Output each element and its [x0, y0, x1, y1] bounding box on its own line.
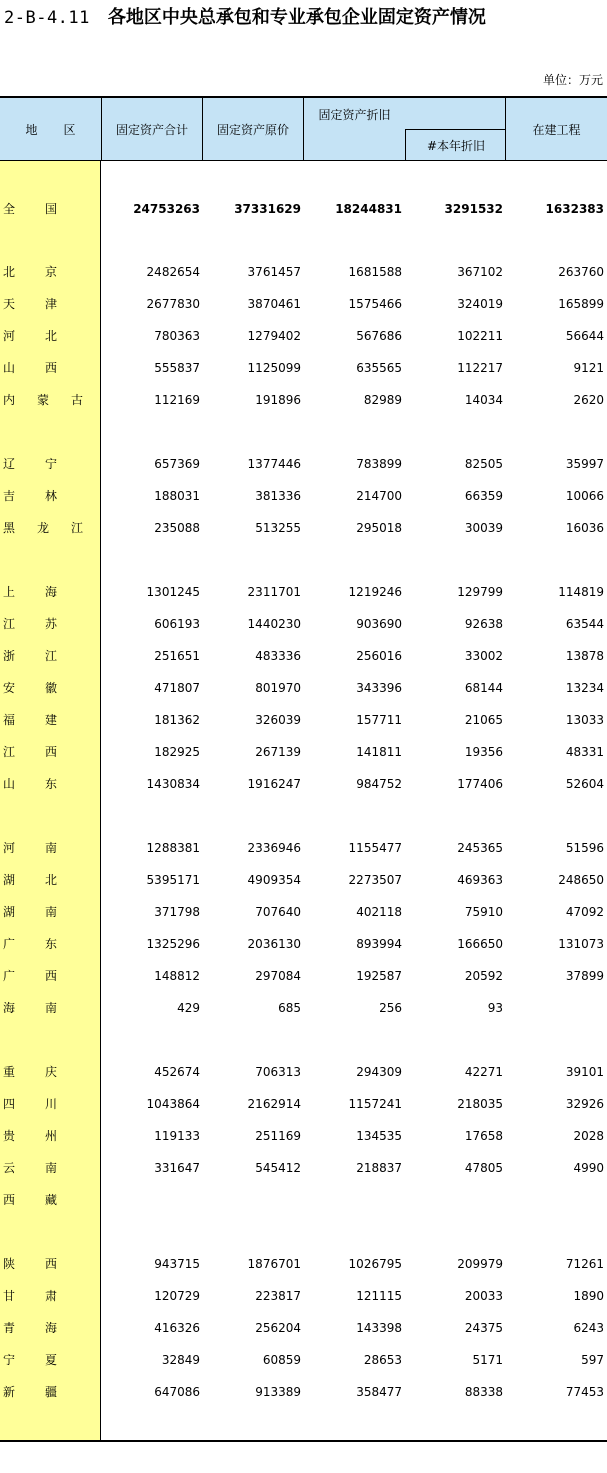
region-name: 吉 林 — [3, 489, 57, 503]
table-row — [0, 640, 607, 672]
region-name: 贵 州 — [3, 1129, 57, 1143]
value-cell: 1325296 — [146, 937, 200, 951]
value-cell: 24375 — [464, 1321, 503, 1335]
value-cell: 295018 — [356, 521, 402, 535]
value-cell: 371798 — [154, 905, 200, 919]
value-cell: 47092 — [565, 905, 604, 919]
value-cell: 471807 — [154, 681, 200, 695]
value-cell — [104, 1184, 200, 1216]
value-cell: 192587 — [356, 969, 402, 983]
value-cell: 66359 — [464, 489, 503, 503]
value-cell: 2482654 — [146, 265, 200, 279]
value-cell: 1043864 — [146, 1097, 200, 1111]
value-cell: 214700 — [356, 489, 402, 503]
region-name: 新 疆 — [3, 1385, 57, 1399]
value-cell: 60859 — [262, 1353, 301, 1367]
value-cell — [205, 1184, 301, 1216]
value-cell: 402118 — [356, 905, 402, 919]
region-name: 天 津 — [3, 297, 57, 311]
value-cell: 121115 — [356, 1289, 402, 1303]
value-cell: 4990 — [573, 1161, 604, 1175]
table-row — [0, 896, 607, 928]
value-cell: 30039 — [464, 521, 503, 535]
value-cell: 2036130 — [247, 937, 301, 951]
value-cell: 801970 — [255, 681, 301, 695]
value-cell: 780363 — [154, 329, 200, 343]
value-cell: 256 — [379, 1001, 402, 1015]
value-cell: 3761457 — [247, 265, 301, 279]
value-cell: 657369 — [154, 457, 200, 471]
value-cell: 343396 — [356, 681, 402, 695]
value-cell: 452674 — [154, 1065, 200, 1079]
value-cell: 2273507 — [348, 873, 402, 887]
value-cell: 88338 — [464, 1385, 503, 1399]
value-cell: 783899 — [356, 457, 402, 471]
value-cell: 129799 — [457, 585, 503, 599]
header-depreciation-year: #本年折旧 — [405, 129, 506, 161]
region-name: 辽 宁 — [3, 457, 57, 471]
value-cell: 1219246 — [348, 585, 402, 599]
value-cell: 13878 — [565, 649, 604, 663]
table-row — [0, 1312, 607, 1344]
value-cell: 635565 — [356, 361, 402, 375]
value-cell: 263760 — [558, 265, 604, 279]
table-row — [0, 832, 607, 864]
table-row — [0, 384, 607, 416]
value-cell: 1575466 — [348, 297, 402, 311]
table-row — [0, 288, 607, 320]
value-cell: 358477 — [356, 1385, 402, 1399]
value-cell: 48331 — [565, 745, 604, 759]
value-cell: 567686 — [356, 329, 402, 343]
value-cell: 267139 — [255, 745, 301, 759]
value-cell: 4909354 — [247, 873, 301, 887]
value-cell: 112217 — [457, 361, 503, 375]
value-cell: 17658 — [464, 1129, 503, 1143]
region-name: 河 南 — [3, 841, 57, 855]
region-name: 四 川 — [3, 1097, 57, 1111]
value-cell: 32926 — [565, 1097, 604, 1111]
table-row — [0, 1056, 607, 1088]
value-cell: 92638 — [464, 617, 503, 631]
header-region: 地 区 — [0, 98, 102, 161]
table-row — [0, 736, 607, 768]
table-row — [0, 768, 607, 800]
value-cell: 5395171 — [146, 873, 200, 887]
value-cell: 469363 — [457, 873, 503, 887]
region-name: 河 北 — [3, 329, 57, 343]
region-name: 湖 南 — [3, 905, 57, 919]
value-cell: 18244831 — [335, 202, 402, 216]
table-row — [0, 672, 607, 704]
value-cell: 597 — [581, 1353, 604, 1367]
value-cell: 20592 — [464, 969, 503, 983]
value-cell — [306, 1184, 402, 1216]
value-cell: 6243 — [573, 1321, 604, 1335]
value-cell: 68144 — [464, 681, 503, 695]
value-cell: 188031 — [154, 489, 200, 503]
value-cell: 37899 — [565, 969, 604, 983]
region-name: 全 国 — [3, 202, 57, 216]
value-cell: 647086 — [154, 1385, 200, 1399]
table-row-total — [0, 193, 607, 225]
table-row — [0, 576, 607, 608]
value-cell: 1430834 — [146, 777, 200, 791]
value-cell: 1026795 — [348, 1257, 402, 1271]
value-cell: 166650 — [457, 937, 503, 951]
value-cell: 120729 — [154, 1289, 200, 1303]
value-cell: 1288381 — [146, 841, 200, 855]
value-cell: 943715 — [154, 1257, 200, 1271]
value-cell: 51596 — [565, 841, 604, 855]
region-name: 北 京 — [3, 265, 57, 279]
value-cell: 63544 — [565, 617, 604, 631]
value-cell: 13234 — [565, 681, 604, 695]
value-cell: 416326 — [154, 1321, 200, 1335]
table-row — [0, 992, 607, 1024]
table-row — [0, 448, 607, 480]
value-cell: 3291532 — [444, 202, 503, 216]
table-row — [0, 352, 607, 384]
value-cell: 2336946 — [247, 841, 301, 855]
value-cell: 182925 — [154, 745, 200, 759]
value-cell: 75910 — [464, 905, 503, 919]
value-cell: 429 — [177, 1001, 200, 1015]
value-cell: 47805 — [464, 1161, 503, 1175]
value-cell: 707640 — [255, 905, 301, 919]
value-cell: 177406 — [457, 777, 503, 791]
value-cell: 102211 — [457, 329, 503, 343]
value-cell: 1157241 — [348, 1097, 402, 1111]
region-name: 广 西 — [3, 969, 57, 983]
table-row — [0, 480, 607, 512]
page-title — [4, 6, 486, 30]
region-name: 江 苏 — [3, 617, 57, 631]
value-cell: 191896 — [255, 393, 301, 407]
value-cell: 209979 — [457, 1257, 503, 1271]
value-cell: 984752 — [356, 777, 402, 791]
value-cell: 14034 — [464, 393, 503, 407]
value-cell: 19356 — [464, 745, 503, 759]
region-name: 内 蒙 古 — [3, 393, 83, 407]
table-row — [0, 1152, 607, 1184]
value-cell: 606193 — [154, 617, 200, 631]
value-cell: 555837 — [154, 361, 200, 375]
region-name: 安 徽 — [3, 681, 57, 695]
region-name: 浙 江 — [3, 649, 57, 663]
region-name: 湖 北 — [3, 873, 57, 887]
value-cell: 20033 — [464, 1289, 503, 1303]
table-row — [0, 1120, 607, 1152]
region-name: 黑 龙 江 — [3, 521, 83, 535]
value-cell: 114819 — [558, 585, 604, 599]
table-code: 2-B-4.11 — [4, 8, 90, 28]
table-bottom-border — [0, 1440, 607, 1442]
value-cell: 297084 — [255, 969, 301, 983]
value-cell: 903690 — [356, 617, 402, 631]
value-cell: 39101 — [565, 1065, 604, 1079]
value-cell: 119133 — [154, 1129, 200, 1143]
region-name: 西 藏 — [3, 1193, 57, 1207]
table-row — [0, 1184, 607, 1216]
value-cell: 1440230 — [247, 617, 301, 631]
table-header — [0, 96, 607, 161]
value-cell: 82989 — [363, 393, 402, 407]
region-name: 山 东 — [3, 777, 57, 791]
value-cell: 513255 — [255, 521, 301, 535]
table-row — [0, 1248, 607, 1280]
value-cell: 1681588 — [348, 265, 402, 279]
value-cell: 218035 — [457, 1097, 503, 1111]
value-cell: 52604 — [565, 777, 604, 791]
header-construction: 在建工程 — [532, 123, 581, 137]
value-cell: 37331629 — [234, 202, 301, 216]
value-cell: 2162914 — [247, 1097, 301, 1111]
value-cell: 157711 — [356, 713, 402, 727]
value-cell: 235088 — [154, 521, 200, 535]
region-name: 重 庆 — [3, 1065, 57, 1079]
value-cell: 16036 — [565, 521, 604, 535]
region-name: 江 西 — [3, 745, 57, 759]
value-cell — [508, 992, 604, 1024]
value-cell: 131073 — [558, 937, 604, 951]
value-cell: 685 — [278, 1001, 301, 1015]
value-cell: 1632383 — [545, 202, 604, 216]
value-cell: 1301245 — [146, 585, 200, 599]
value-cell: 1125099 — [247, 361, 301, 375]
value-cell: 9121 — [573, 361, 604, 375]
value-cell: 324019 — [457, 297, 503, 311]
value-cell: 112169 — [154, 393, 200, 407]
value-cell: 77453 — [565, 1385, 604, 1399]
value-cell: 32849 — [161, 1353, 200, 1367]
value-cell: 21065 — [464, 713, 503, 727]
value-cell: 2311701 — [247, 585, 301, 599]
unit-label: 单位：万元 — [542, 73, 603, 87]
value-cell: 143398 — [356, 1321, 402, 1335]
value-cell: 28653 — [363, 1353, 402, 1367]
table-row — [0, 960, 607, 992]
table-row — [0, 704, 607, 736]
value-cell: 1876701 — [247, 1257, 301, 1271]
value-cell: 1377446 — [247, 457, 301, 471]
table-row — [0, 320, 607, 352]
table-row — [0, 1088, 607, 1120]
value-cell: 251169 — [255, 1129, 301, 1143]
table-row — [0, 864, 607, 896]
value-cell: 134535 — [356, 1129, 402, 1143]
value-cell: 223817 — [255, 1289, 301, 1303]
value-cell: 893994 — [356, 937, 402, 951]
table-row — [0, 1344, 607, 1376]
value-cell: 165899 — [558, 297, 604, 311]
value-cell: 93 — [487, 1001, 503, 1015]
value-cell: 2028 — [573, 1129, 604, 1143]
value-cell: 2620 — [573, 393, 604, 407]
table-row — [0, 608, 607, 640]
value-cell: 245365 — [457, 841, 503, 855]
region-name: 海 南 — [3, 1001, 57, 1015]
value-cell: 248650 — [558, 873, 604, 887]
region-name: 山 西 — [3, 361, 57, 375]
value-cell: 1916247 — [247, 777, 301, 791]
value-cell: 2677830 — [146, 297, 200, 311]
region-name: 广 东 — [3, 937, 57, 951]
value-cell: 1279402 — [247, 329, 301, 343]
value-cell: 82505 — [464, 457, 503, 471]
value-cell: 148812 — [154, 969, 200, 983]
value-cell: 56644 — [565, 329, 604, 343]
value-cell: 251651 — [154, 649, 200, 663]
table-row — [0, 1280, 607, 1312]
value-cell: 483336 — [255, 649, 301, 663]
value-cell: 71261 — [565, 1257, 604, 1271]
value-cell: 181362 — [154, 713, 200, 727]
region-name: 宁 夏 — [3, 1353, 57, 1367]
value-cell: 913389 — [255, 1385, 301, 1399]
region-name: 福 建 — [3, 713, 57, 727]
value-cell: 42271 — [464, 1065, 503, 1079]
value-cell: 35997 — [565, 457, 604, 471]
value-cell: 381336 — [255, 489, 301, 503]
value-cell: 331647 — [154, 1161, 200, 1175]
value-cell: 326039 — [255, 713, 301, 727]
value-cell: 141811 — [356, 745, 402, 759]
value-cell: 706313 — [255, 1065, 301, 1079]
value-cell: 545412 — [255, 1161, 301, 1175]
table-title: 各地区中央总承包和专业承包企业固定资产情况 — [107, 7, 486, 28]
table-row — [0, 256, 607, 288]
value-cell — [508, 1184, 604, 1216]
header-net: 固定资产折旧 — [318, 107, 391, 122]
table-row — [0, 512, 607, 544]
value-cell: 256016 — [356, 649, 402, 663]
value-cell: 367102 — [457, 265, 503, 279]
value-cell: 13033 — [565, 713, 604, 727]
table-row — [0, 1376, 607, 1408]
value-cell: 294309 — [356, 1065, 402, 1079]
region-name: 云 南 — [3, 1161, 57, 1175]
value-cell: 3870461 — [247, 297, 301, 311]
value-cell — [407, 1184, 503, 1216]
value-cell: 256204 — [255, 1321, 301, 1335]
value-cell: 5171 — [472, 1353, 503, 1367]
header-total: 固定资产合计 — [102, 98, 203, 161]
value-cell: 10066 — [565, 489, 604, 503]
header-original: 固定资产原价 — [203, 98, 304, 161]
value-cell: 218837 — [356, 1161, 402, 1175]
table-row — [0, 928, 607, 960]
value-cell: 33002 — [464, 649, 503, 663]
region-name: 青 海 — [3, 1321, 57, 1335]
value-cell: 1890 — [573, 1289, 604, 1303]
region-name: 陕 西 — [3, 1257, 57, 1271]
region-name: 甘 肃 — [3, 1289, 57, 1303]
region-name: 上 海 — [3, 585, 57, 599]
value-cell: 1155477 — [348, 841, 402, 855]
value-cell: 24753263 — [133, 202, 200, 216]
